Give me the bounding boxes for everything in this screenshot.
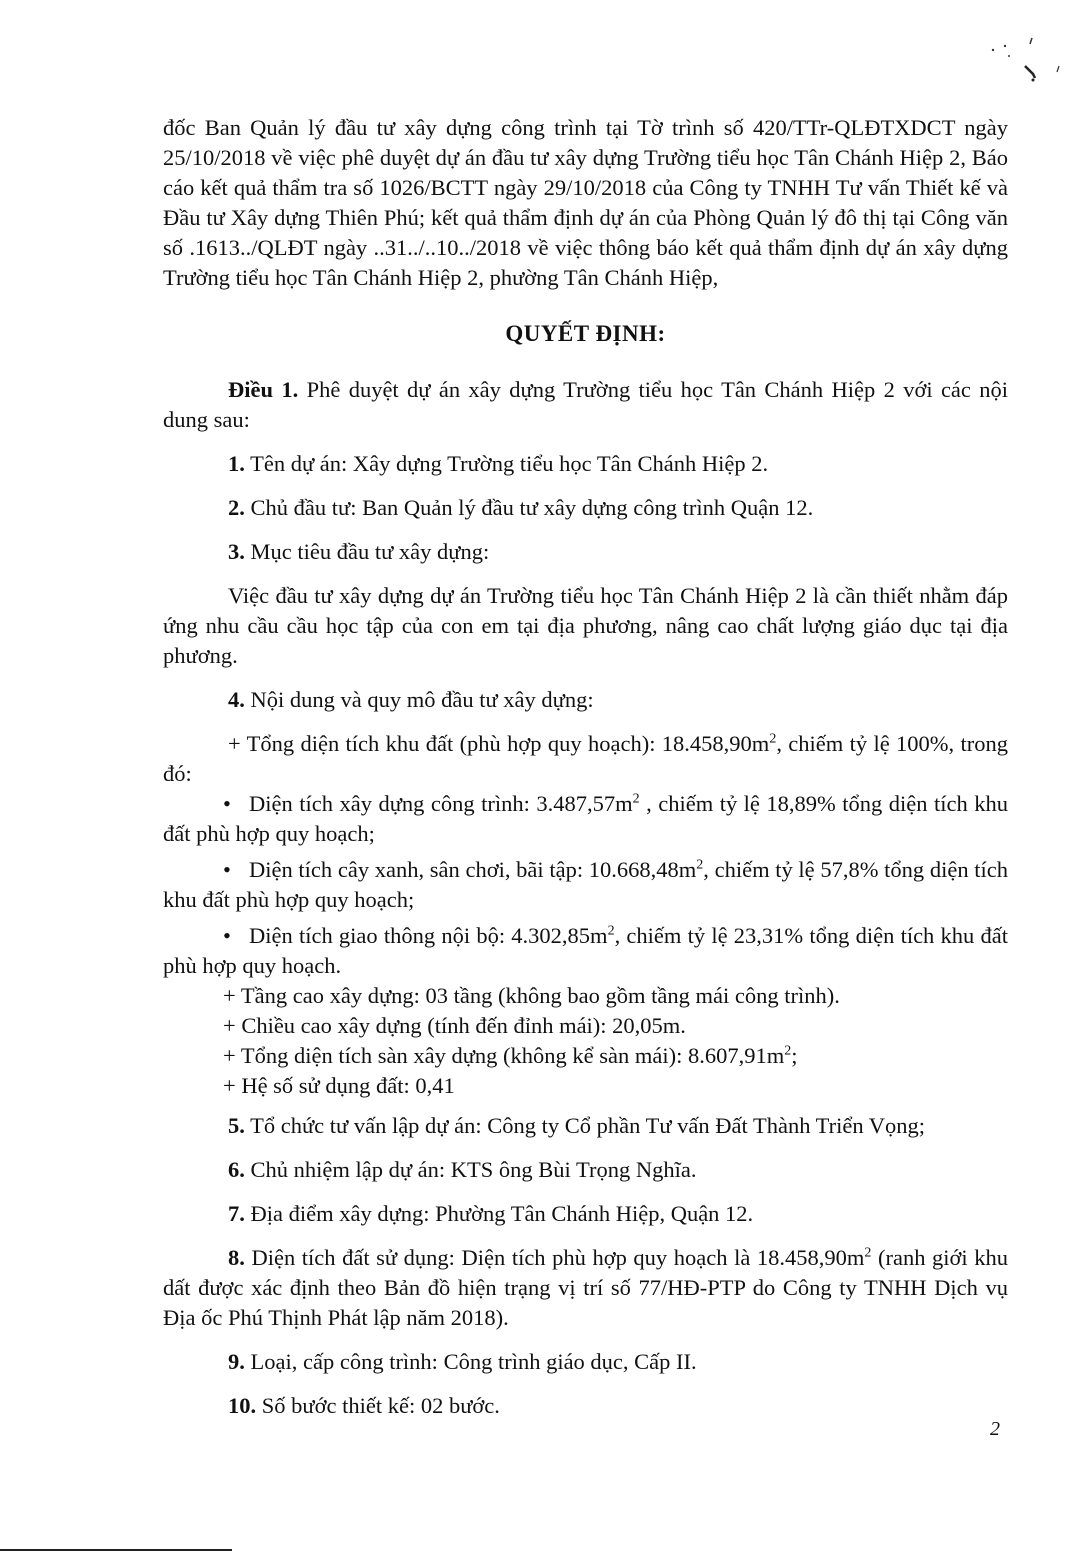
footer-rule [0, 1549, 232, 1551]
scan-mark-icon [985, 28, 1065, 98]
item-6 [163, 1155, 1008, 1185]
item-8-number: 8. [228, 1245, 245, 1270]
article-1-text: Phê duyệt dự án xây dựng Trường tiểu học Tân Chánh Hiệp 2 với các nội dung sau: [163, 377, 1009, 432]
bullet-icon: • [223, 857, 231, 882]
item-5-text: Tổ chức tư vấn lập dự án: Công ty Cổ phần Tư vấn Đất Thành Triển Vọng; [250, 1113, 926, 1138]
floor-area-post: ; [791, 1043, 798, 1068]
bullet-3-post: , chiếm tỷ lệ 23,31% tổng diện tích khu đất phù hợp quy hoạch. [163, 923, 1008, 978]
bullet-2-post: , chiếm tỷ lệ 57,8% tổng diện tích khu đất phù hợp quy hoạch; [163, 857, 1009, 912]
item-8 [163, 1243, 1008, 1333]
item-4-number: 4. [228, 687, 245, 712]
superscript: 2 [864, 1245, 872, 1261]
floors-line: + Tầng cao xây dựng: 03 tầng (không bao gồm tầng mái công trình). [223, 983, 840, 1008]
bullet-1-pre: Diện tích xây dựng công trình: 3.487,57m [249, 791, 633, 816]
item-3-number: 3. [228, 539, 245, 564]
bullet-3-pre: Diện tích giao thông nội bộ: 4.302,85m [249, 923, 608, 948]
item-9-text: Loại, cấp công trình: Công trình giáo dục, Cấp II. [250, 1349, 697, 1374]
article-1 [163, 375, 1008, 435]
superscript: 2 [696, 857, 704, 873]
bullet-1-post: , chiếm tỷ lệ 18,89% tổng diện tích khu đất phù hợp quy hoạch; [163, 791, 1008, 846]
item-5 [163, 1111, 1008, 1141]
item-1-text: Tên dự án: Xây dựng Trường tiểu học Tân Chánh Hiệp 2. [250, 451, 769, 476]
item-7 [163, 1199, 1008, 1229]
superscript: 2 [784, 1043, 792, 1059]
item-9-number: 9. [228, 1349, 245, 1374]
bullet-traffic-area [163, 921, 1008, 981]
total-area-pre: + Tổng diện tích khu đất (phù hợp quy hoạch): 18.458,90m [228, 731, 770, 756]
item-7-number: 7. [228, 1201, 245, 1226]
item-3 [163, 537, 1008, 567]
superscript: 2 [607, 923, 615, 939]
bullet-icon: • [223, 791, 231, 816]
item-7-text: Địa điểm xây dựng: Phường Tân Chánh Hiệp, Quận 12. [250, 1201, 754, 1226]
item-1 [163, 449, 1008, 479]
item-4 [163, 685, 1008, 715]
total-area-post: , chiếm tỷ lệ 100%, trong đó: [163, 731, 1008, 786]
item-10-number: 10. [228, 1393, 257, 1418]
item-4-text: Nội dung và quy mô đầu tư xây dựng: [250, 687, 594, 712]
superscript: 2 [769, 731, 777, 747]
bullet-icon: • [223, 923, 231, 948]
superscript: 2 [632, 791, 640, 807]
floor-area-pre: + Tổng diện tích sàn xây dựng (không kể sàn mái): 8.607,91m [223, 1043, 785, 1068]
bullet-green-area [163, 855, 1008, 915]
item-3-text: Mục tiêu đầu tư xây dựng: [250, 539, 490, 564]
total-area-line [163, 729, 1008, 789]
intro-paragraph: đốc Ban Quản lý đầu tư xây dựng công trình tại Tờ trình số 420/TTr-QLĐTXDCT ngày 25/10/2018 về việc phê duyệt dự án đầu tư xây dựng Trường tiểu học Tân Chánh Hiệp 2, Báo cáo kết quả thẩm tra số 1026/BCTT ngày 29/10/2018 của Công ty TNHH Tư vấn Thiết kế và Đầu tư Xây dựng Thiên Phú; kết quả thẩm định dự án của Phòng Quản lý đô thị tại Công văn số .1613../QLĐT ngày ..31../..10../2018 về việc thông báo kết quả thẩm định dự án xây dựng Trường tiểu học Tân Chánh Hiệp 2, phường Tân Chánh Hiệp, [163, 115, 1008, 290]
height-line: + Chiều cao xây dựng (tính đến đỉnh mái): 20,05m. [223, 1013, 686, 1038]
item-1-number: 1. [228, 451, 245, 476]
item-6-number: 6. [228, 1157, 245, 1182]
land-use-line: + Hệ số sử dụng đất: 0,41 [223, 1073, 455, 1098]
bullet-2-pre: Diện tích cây xanh, sân chơi, bãi tập: 10.668,48m [249, 857, 697, 882]
floor-area-line [163, 1041, 1008, 1071]
item-5-number: 5. [228, 1113, 245, 1138]
item-2 [163, 493, 1008, 523]
item-8-post: (ranh giới khu dất được xác định theo Bản đồ hiện trạng vị trí số 77/HĐ-PTP do Công ty TNHH Dịch vụ Địa ốc Phú Thịnh Phát lập năm 2018). [163, 1245, 1008, 1330]
item-10-text: Số bước thiết kế: 02 bước. [261, 1393, 500, 1418]
bullet-building-area [163, 789, 1008, 849]
item-6-text: Chủ nhiệm lập dự án: KTS ông Bùi Trọng Nghĩa. [250, 1157, 697, 1182]
item-2-number: 2. [228, 495, 245, 520]
item-9 [163, 1347, 1008, 1377]
decision-heading: QUYẾT ĐỊNH: [505, 321, 666, 346]
item-2-text: Chủ đầu tư: Ban Quản lý đầu tư xây dựng công trình Quận 12. [250, 495, 814, 520]
item-8-pre: Diện tích đất sử dụng: Diện tích phù hợp quy hoạch là 18.458,90m [251, 1245, 865, 1270]
item-3-body: Việc đầu tư xây dựng dự án Trường tiểu học Tân Chánh Hiệp 2 là cần thiết nhằm đáp ứng nhu cầu cầu học tập của con em tại địa phương, nâng cao chất lượng giáo dục tại địa phương. [163, 583, 1008, 668]
document-body [163, 113, 1008, 1421]
item-10 [163, 1391, 1008, 1421]
page-number: 2 [990, 1418, 1000, 1440]
article-1-label: Điều 1. [228, 377, 299, 402]
